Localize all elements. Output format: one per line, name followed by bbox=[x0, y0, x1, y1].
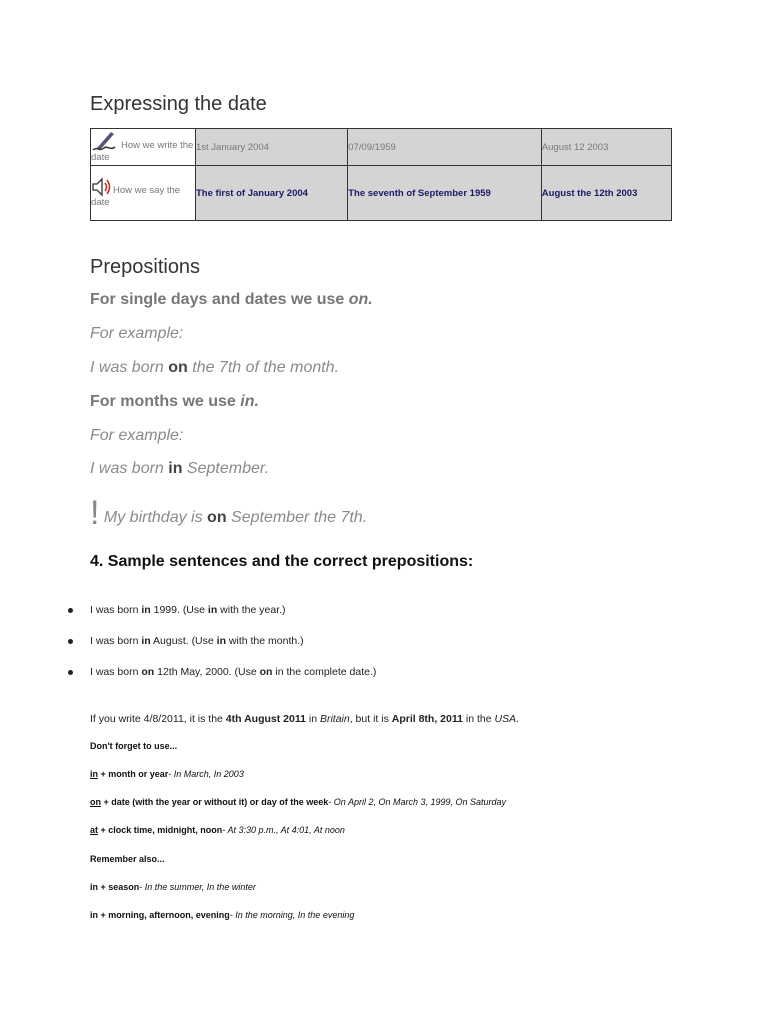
text: in bbox=[305, 713, 320, 725]
usa-britain-note bbox=[90, 713, 519, 725]
example-post: September. bbox=[182, 460, 270, 477]
table-cell: The seventh of September 1959 bbox=[348, 166, 542, 221]
rule-days-word: on. bbox=[348, 291, 373, 308]
text: I was born bbox=[90, 666, 142, 678]
rule-on bbox=[90, 797, 506, 807]
text: I was born bbox=[90, 635, 142, 647]
rule-months bbox=[90, 393, 259, 411]
example-pre: I was born bbox=[90, 460, 169, 477]
prep: on bbox=[141, 666, 155, 678]
rule-text: in + morning, afternoon, evening bbox=[90, 910, 230, 920]
country: USA bbox=[494, 713, 517, 725]
dont-forget-label: Don't forget to use... bbox=[90, 741, 178, 751]
remember-heading bbox=[90, 854, 165, 864]
note-word: on bbox=[207, 509, 227, 526]
example-word: on bbox=[168, 359, 188, 376]
rule-example: - In March, In 2003 bbox=[168, 769, 244, 779]
rule-days-text: For single days and dates we use bbox=[90, 291, 349, 308]
rule-text: + date (with the year or without it) or day of the week bbox=[101, 797, 329, 807]
title-prepositions: Prepositions bbox=[90, 256, 201, 278]
text: in the bbox=[462, 713, 495, 725]
table-header-say bbox=[91, 166, 196, 221]
table-cell: 1st January 2004 bbox=[196, 129, 348, 166]
note-post: September the 7th. bbox=[226, 509, 368, 526]
rule-in bbox=[90, 769, 244, 779]
rule-example: - At 3:30 p.m., At 4:01, At noon bbox=[222, 825, 345, 835]
prep: in bbox=[216, 635, 226, 647]
table-header-write-label: How we write the date bbox=[91, 140, 194, 163]
rule-key: at bbox=[90, 825, 99, 835]
list-item bbox=[90, 666, 376, 678]
table-cell: August the 12th 2003 bbox=[541, 166, 671, 221]
text: with the year.) bbox=[217, 604, 286, 616]
rule-days bbox=[90, 291, 373, 309]
text: , but it is bbox=[349, 713, 392, 725]
note-pre: My birthday is bbox=[103, 509, 208, 526]
birthday-note bbox=[90, 494, 367, 533]
table-row bbox=[91, 166, 672, 221]
bullet-icon bbox=[68, 670, 73, 675]
list-item bbox=[90, 604, 286, 616]
extra-season bbox=[90, 882, 256, 892]
example-word: in bbox=[168, 460, 183, 477]
rule-months-word: in. bbox=[240, 393, 259, 410]
remember-label: Remember also... bbox=[90, 854, 165, 864]
example-label: For example: bbox=[90, 325, 184, 342]
prep: on bbox=[259, 666, 273, 678]
example-label: For example: bbox=[90, 427, 184, 444]
rule-example: - In the summer, In the winter bbox=[139, 882, 256, 892]
rule-example: - In the morning, In the evening bbox=[229, 910, 355, 920]
pen-icon bbox=[91, 130, 121, 152]
table-cell: August 12 2003 bbox=[541, 129, 671, 166]
example-post: the 7th of the month. bbox=[187, 359, 340, 376]
rule-text: in + season bbox=[90, 882, 140, 892]
text: in the complete date.) bbox=[272, 666, 377, 678]
date-table bbox=[90, 128, 672, 221]
exclamation-icon: ! bbox=[90, 494, 100, 532]
table-header-say-label: How we say the date bbox=[91, 185, 181, 208]
rule-text: + clock time, midnight, noon bbox=[98, 825, 223, 835]
rule-text: + month or year bbox=[98, 769, 169, 779]
table-cell: The first of January 2004 bbox=[196, 166, 348, 221]
prep: in bbox=[207, 604, 218, 616]
text: with the month.) bbox=[226, 635, 304, 647]
example-pre: I was born bbox=[90, 359, 169, 376]
text: August. (Use bbox=[150, 635, 217, 647]
prep: in bbox=[141, 604, 151, 616]
title-expressing-date: Expressing the date bbox=[90, 93, 267, 115]
rule-months-text: For months we use bbox=[90, 393, 241, 410]
rule-at bbox=[90, 825, 345, 835]
rule-example: - On April 2, On March 3, 1999, On Saturday bbox=[328, 797, 507, 807]
prep: in bbox=[141, 635, 151, 647]
text: 12th May, 2000. (Use bbox=[154, 666, 260, 678]
bullet-icon bbox=[68, 639, 73, 644]
extra-time-of-day bbox=[90, 910, 354, 920]
table-header-write bbox=[91, 129, 196, 166]
text: I was born bbox=[90, 604, 142, 616]
table-cell: 07/09/1959 bbox=[348, 129, 542, 166]
bullet-icon bbox=[68, 608, 73, 613]
text: . bbox=[516, 713, 519, 725]
date-britain: 4th August 2011 bbox=[225, 713, 306, 725]
text: If you write 4/8/2011, it is the bbox=[90, 713, 226, 725]
example-sentence bbox=[90, 359, 339, 377]
country: Britain bbox=[319, 713, 350, 725]
rule-key: on bbox=[90, 797, 101, 807]
text: 1999. (Use bbox=[150, 604, 208, 616]
rule-key: in bbox=[90, 769, 98, 779]
table-row bbox=[91, 129, 672, 166]
list-item bbox=[90, 635, 304, 647]
speaker-icon bbox=[91, 177, 113, 197]
date-usa: April 8th, 2011 bbox=[391, 713, 463, 725]
example-sentence bbox=[90, 460, 269, 478]
dont-forget-heading bbox=[90, 741, 177, 751]
section-4-title: 4. Sample sentences and the correct prepositions: bbox=[90, 553, 474, 570]
